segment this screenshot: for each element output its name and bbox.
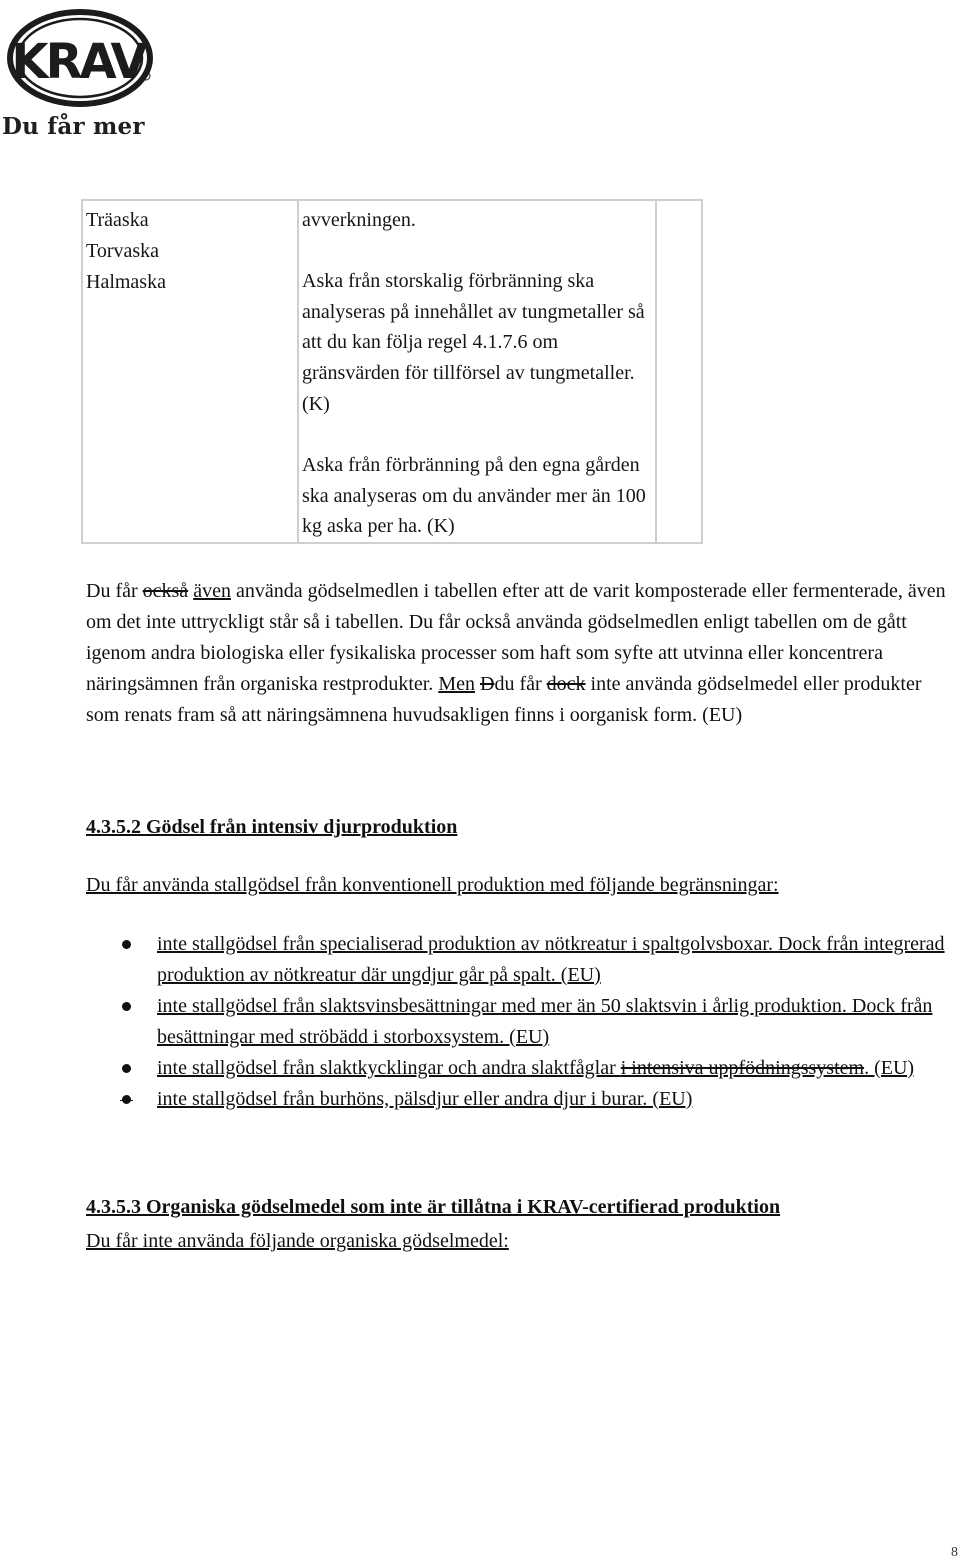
table-row xyxy=(82,200,702,543)
list-item-text: inte stallgödsel från slaktkycklingar och andra slaktfåglar xyxy=(157,1057,621,1079)
deleted-text: i intensiva uppfödningssystem xyxy=(620,1057,865,1079)
text-run: använda gödselmedlen i tabellen efter att de varit komposterade eller fermenterade, även om det inte uttryckligt står så i tabellen. Du får också använda gödselmedlen enligt tabellen om de gått igenom andra biologiska eller fysikaliska processer som haft som syfte att utvinna eller koncentrera näringsämnen från organiska restprodukter. xyxy=(86,580,946,695)
deleted-text: D xyxy=(479,673,495,695)
table-cell-empty xyxy=(656,200,702,543)
list-item xyxy=(86,929,946,991)
bullet-icon xyxy=(122,940,131,949)
list-item-text: inte stallgödsel från burhöns, pälsdjur eller andra djur i burar. (EU) xyxy=(157,1088,693,1110)
list-item-text: inte stallgödsel från specialiserad produktion av nötkreatur i spaltgolvsboxar. Dock från integrerad produktion av nötkreatur där ungdjur går på spalt. (EU) xyxy=(157,933,945,986)
table-cell-conditions xyxy=(298,200,656,543)
section-heading: 4.3.5.3 Organiska gödselmedel som inte är tillåtna i KRAV-certifierad produktion xyxy=(86,1196,781,1218)
list-item xyxy=(86,1084,946,1115)
text-run: du får xyxy=(494,673,547,695)
bullet-icon xyxy=(122,1095,131,1104)
inserted-text: Men xyxy=(438,673,475,695)
list-item-text: . (EU) xyxy=(864,1057,915,1079)
svg-text:KRAV: KRAV xyxy=(11,34,145,90)
krav-logo-mark xyxy=(6,6,156,116)
body-paragraph xyxy=(86,576,946,731)
ash-type: Träaska xyxy=(86,209,149,231)
ash-type: Halmaska xyxy=(86,270,166,293)
fertilizer-table xyxy=(81,199,703,544)
deleted-text: dock xyxy=(546,673,586,695)
inserted-text: även xyxy=(193,580,231,602)
bullet-icon xyxy=(122,1002,131,1011)
list-item xyxy=(86,1053,946,1084)
table-cell-ash-types xyxy=(82,200,298,543)
deleted-text: också xyxy=(142,580,189,602)
list-item xyxy=(86,991,946,1053)
text-run: Du får xyxy=(86,580,143,602)
section-heading: 4.3.5.2 Gödsel från intensiv djurproduktion xyxy=(86,816,458,838)
condition-text: avverkningen. xyxy=(302,209,416,231)
bullet-icon xyxy=(122,1064,131,1073)
ash-type: Torvaska xyxy=(86,239,160,262)
list-item-text: inte stallgödsel från slaktsvinsbesättningar med mer än 50 slaktsvin i årlig produktion. Dock från besättningar med ströbädd i storboxsystem. (EU) xyxy=(157,995,933,1048)
page-number: 8 xyxy=(951,1545,958,1560)
section-intro: Du får använda stallgödsel från konventionell produktion med följande begränsningar: xyxy=(86,874,779,896)
condition-text: Aska från förbränning på den egna gården ska analyseras om du använder mer än 100 kg aska per ha. (K) xyxy=(302,453,646,538)
restriction-list xyxy=(86,929,946,1115)
text-run: inte använda gödselmedel eller produkter som renats fram så att näringsämnena huvudsakligen finns i oorganisk form. (EU) xyxy=(86,673,922,726)
section-intro: Du får inte använda följande organiska gödselmedel: xyxy=(86,1230,509,1252)
logo-tagline: Du får mer xyxy=(2,113,145,140)
condition-text: Aska från storskalig förbränning ska analyseras på innehållet av tungmetaller så att du kan följa regel 4.1.7.6 om gränsvärden för tillförsel av tungmetaller. (K) xyxy=(302,269,645,415)
